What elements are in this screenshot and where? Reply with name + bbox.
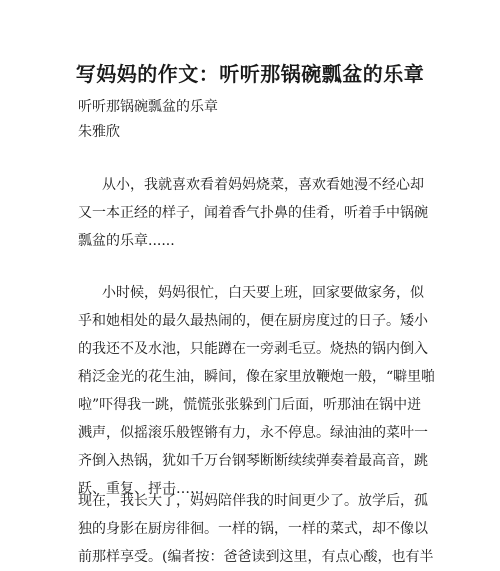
paragraph-line: 瓢盆的乐章......: [78, 233, 175, 249]
paragraph-line: 小时候，妈妈很忙，白天要上班，回家要做家务，似: [102, 285, 424, 301]
paragraph-line: 稍泛金光的花生油，瞬间，像在家里放鞭炮一般，“噼里啪: [78, 369, 436, 385]
paragraph-line: 又一本正经的样子，闻着香气扑鼻的佳肴，听着手中锅碗: [78, 205, 428, 221]
paragraph-3: [78, 487, 432, 571]
document-author: 朱雅欣: [78, 124, 120, 140]
paragraph-line: 现在，我长大了，妈妈陪伴我的时间更少了。放学后，孤: [78, 493, 428, 509]
paragraph-line: 啦”吓得我一跳，慌慌张张躲到门后面，听那油在锅中迸: [78, 397, 422, 413]
paragraph-line: 独的身影在厨房徘徊。一样的锅，一样的菜式，却不像以: [78, 521, 428, 537]
paragraph-line: 的我还不及水池，只能蹲在一旁剥毛豆。烧热的锅内倒入: [78, 341, 428, 357]
document-subtitle: 听听那锅碗瓢盆的乐章: [78, 99, 218, 115]
paragraph-line: 前那样享受。(编者按：爸爸读到这里，有点心酸，也有半: [78, 549, 434, 565]
paragraph-1: [78, 171, 432, 255]
paragraph-line: 溅声，似摇滚乐般铿锵有力，永不停息。绿油油的菜叶一: [78, 425, 428, 441]
document-title: 写妈妈的作文：听听那锅碗瓢盆的乐章: [75, 62, 425, 86]
paragraph-2: [78, 279, 436, 503]
paragraph-line: 跃、重复、抨击……: [78, 481, 204, 497]
paragraph-line: 乎和她相处的最久最热闹的，便在厨房度过的日子。矮小: [78, 313, 428, 329]
paragraph-line: 从小，我就喜欢看着妈妈烧菜，喜欢看她漫不经心却: [102, 177, 424, 193]
paragraph-line: 齐倒入热锅，犹如千万台钢琴断断续续弹奏着最高音，跳: [78, 453, 428, 469]
